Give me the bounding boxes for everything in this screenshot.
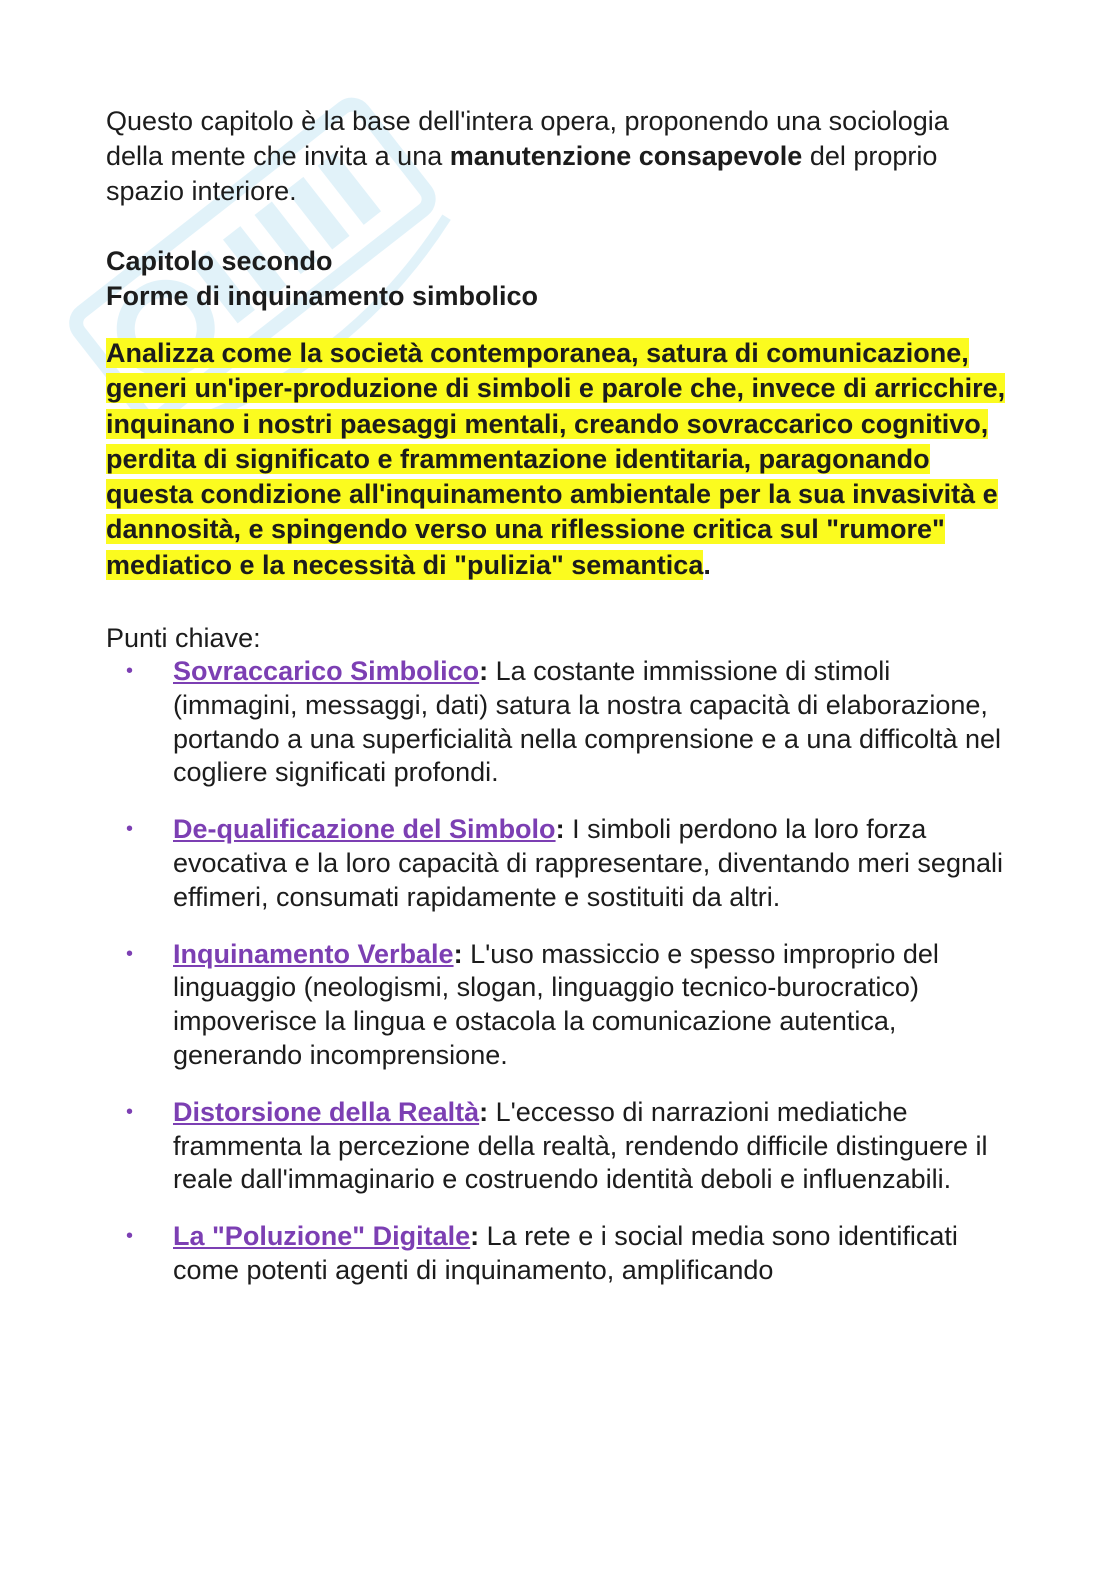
term-link[interactable]: Sovraccarico Simbolico <box>173 656 480 687</box>
term-link[interactable]: Inquinamento Verbale <box>173 938 454 969</box>
list-item: • Inquinamento Verbale: L'uso massiccio e spesso improprio del linguaggio (neologismi, slogan, linguaggio tecnico-burocratico) impoverisce la lingua e ostacola la comunicazione autentica, generando incomprensione. <box>126 938 939 1071</box>
chapter-number: Capitolo secondo <box>106 246 333 276</box>
chapter-heading <box>106 244 1006 314</box>
list-item: • La "Poluzione" Digitale: La rete e i social media sono identificati come potenti agenti di inquinamento, amplificando <box>126 1221 958 1286</box>
bullet-icon: • <box>126 818 134 841</box>
bullet-icon: • <box>126 942 134 965</box>
chapter-summary: Analizza come la società contemporanea, satura di comunicazione, generi un'iper-produzione di simboli e parole che, invece di arricchire, inquinano i nostri paesaggi mentali, creando sovraccarico cognitivo, perdita di significato e frammentazione identitaria, paragonando questa condizione all'inquinamento ambientale per la sua invasività e dannosità, e spingendo verso una riflessione critica sul "rumore" mediatico e la necessità di "pulizia" semantica. <box>106 338 1006 580</box>
document-page <box>106 104 1006 1311</box>
key-points-list <box>106 655 1006 1288</box>
term-link[interactable]: De-qualificazione del Simbolo <box>173 814 556 845</box>
term-link[interactable]: Distorsione della Realtà <box>173 1096 480 1127</box>
intro-paragraph: Questo capitolo è la base dell'intera opera, proponendo una sociologia della mente che invita a una manutenzione consapevole del proprio spazio interiore. <box>106 106 949 206</box>
item-text: L'uso massiccio e spesso improprio del linguaggio (neologismi, slogan, linguaggio tecnico-burocratico) impoverisce la lingua e ostacola la comunicazione autentica, generando incomprensione. <box>173 938 939 1071</box>
highlighted-summary: Analizza come la società contemporanea, satura di comunicazione, generi un'iper-produzione di simboli e parole che, invece di arricchire, inquinano i nostri paesaggi mentali, creando sovraccarico cognitivo, perdita di significato e frammentazione identitaria, paragonando questa condizione all'inquinamento ambientale per la sua invasività e dannosità, e spingendo verso una riflessione critica sul "rumore" mediatico e la necessità di "pulizia" semantica <box>106 338 1006 580</box>
term-link[interactable]: La "Poluzione" Digitale <box>173 1221 471 1252</box>
intro-bold: manutenzione consapevole <box>449 141 803 171</box>
bullet-icon: • <box>126 1100 134 1123</box>
item-text: La costante immissione di stimoli (immagini, messaggi, dati) satura la nostra capacità di elaborazione, portando a una superficialità nella comprensione e a una difficoltà nel cogliere significati profondi. <box>173 656 1002 788</box>
item-text: La rete e i social media sono identificati come potenti agenti di inquinamento, amplificando <box>173 1221 958 1286</box>
bullet-icon: • <box>126 660 134 683</box>
item-text: L'eccesso di narrazioni mediatiche frammenta la percezione della realtà, rendendo difficile distinguere il reale dall'immaginario e costruendo identità deboli e influenzabili. <box>173 1096 988 1195</box>
list-item: • Distorsione della Realtà: L'eccesso di narrazioni mediatiche frammenta la percezione della realtà, rendendo difficile distinguere il reale dall'immaginario e costruendo identità deboli e influenzabili. <box>126 1096 988 1195</box>
item-text: I simboli perdono la loro forza evocativa e la loro capacità di rappresentare, diventando meri segnali effimeri, consumati rapidamente e sostituiti da altri. <box>173 814 1003 912</box>
key-points-label: Punti chiave: <box>106 623 261 654</box>
bullet-icon: • <box>126 1225 134 1248</box>
chapter-title: Forme di inquinamento simbolico <box>106 281 539 311</box>
list-item: • Sovraccarico Simbolico: La costante immissione di stimoli (immagini, messaggi, dati) satura la nostra capacità di elaborazione, portando a una superficialità nella comprensione e a una difficoltà nel cogliere significati profondi. <box>126 656 1002 788</box>
list-item: • De-qualificazione del Simbolo: I simboli perdono la loro forza evocativa e la loro capacità di rappresentare, diventando meri segnali effimeri, consumati rapidamente e sostituiti da altri. <box>126 814 1003 912</box>
